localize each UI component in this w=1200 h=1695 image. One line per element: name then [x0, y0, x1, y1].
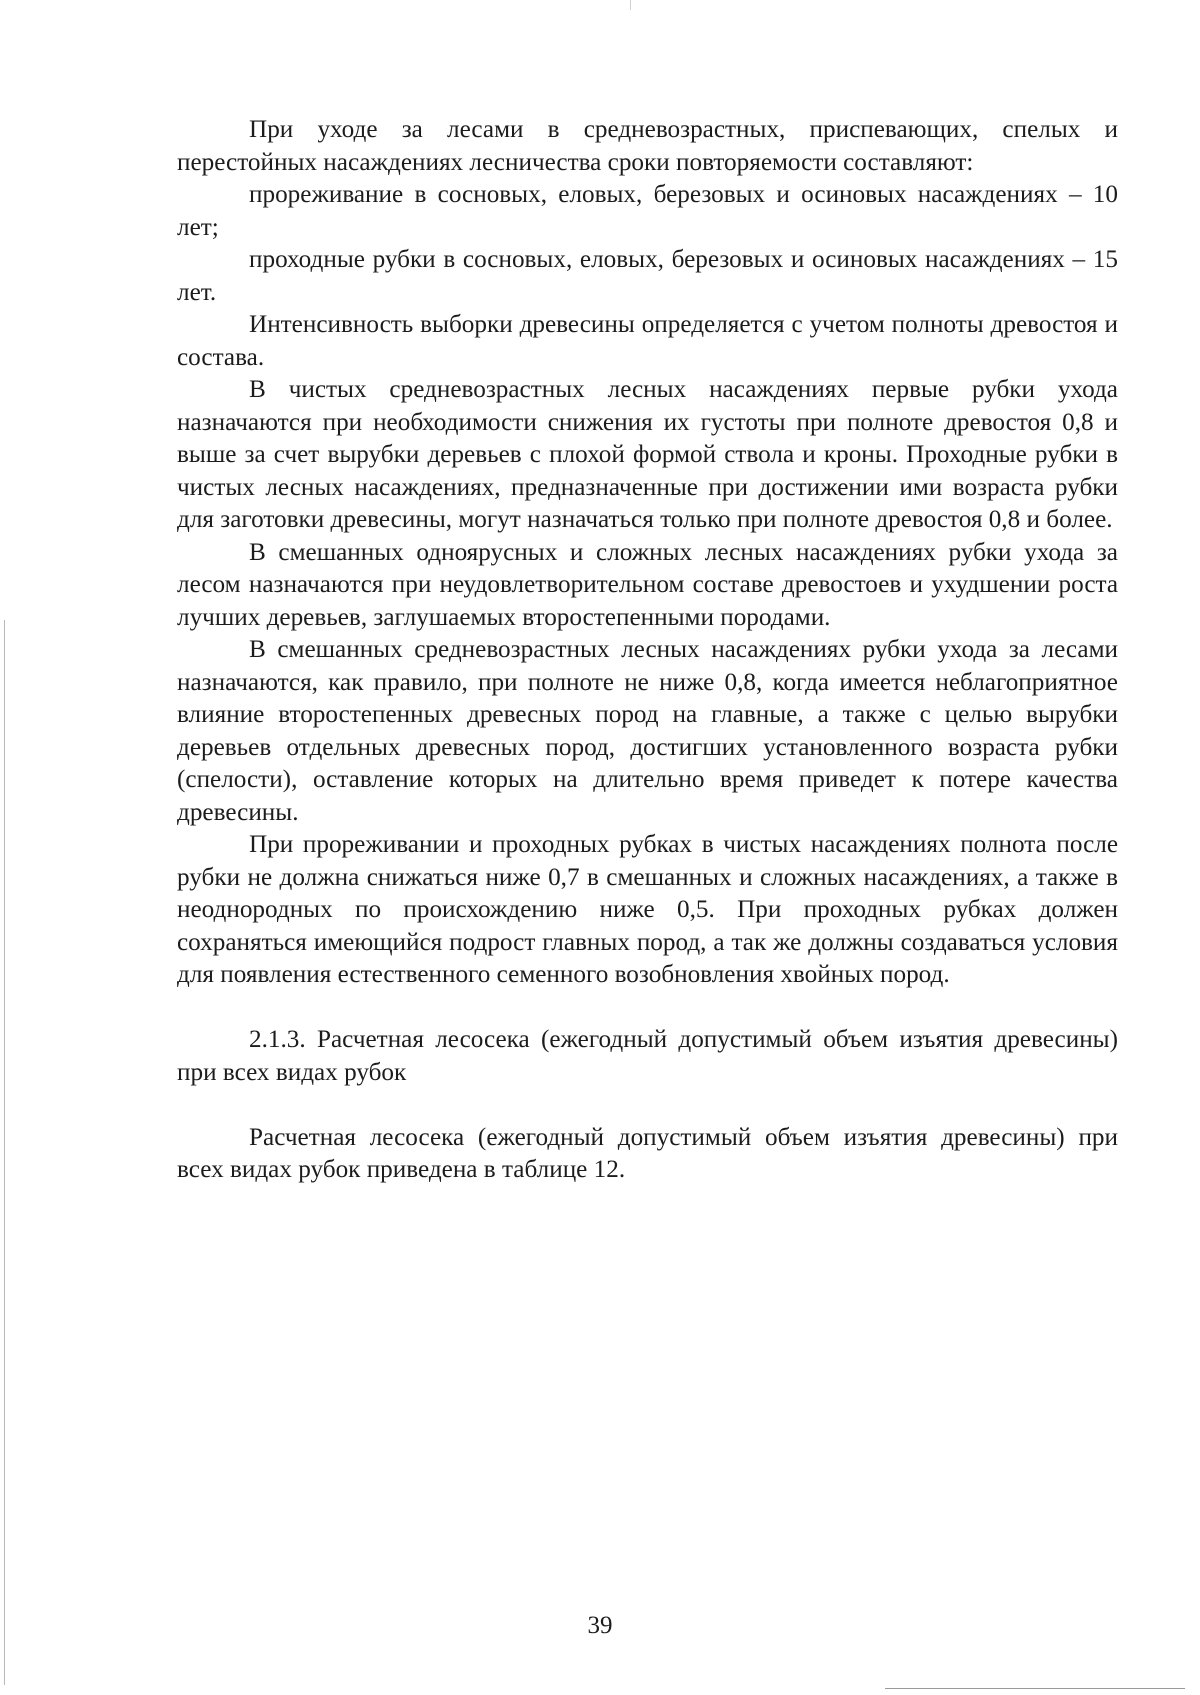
paragraph-4: Интенсивность выборки древесины определяется с учетом полноты древостоя и состава. — [177, 311, 1118, 371]
scan-artifact-left — [4, 620, 5, 1685]
paragraph-7: В смешанных средневозрастных лесных насаждениях рубки ухода за лесами назначаются, как правило, при полноте не ниже 0,8, когда имеется неблагоприятное влияние второстепенных древесных пород на главные, а также с целью вырубки деревьев отдельных древесных пород, достигших установленного возраста рубки (спелости), оставление которых на длительно время приведет к потере качества древесины. — [177, 636, 1118, 826]
paragraph-8: При прореживании и проходных рубках в чистых насаждениях полнота после рубки не должна снижаться ниже 0,7 в смешанных и сложных насаждениях, а также в неоднородных по происхождению ниже 0,5. При проходных рубках должен сохраняться имеющийся подрост главных пород, а так же должны создаваться условия для появления естественного семенного возобновления хвойных пород. — [177, 831, 1118, 988]
spacer — [177, 992, 1118, 1025]
paragraph-2: прореживание в сосновых, еловых, березовых и осиновых насаждениях – 10 лет; — [177, 181, 1118, 241]
paragraph-5: В чистых средневозрастных лесных насаждениях первые рубки ухода назначаются при необходимости снижения их густоты при полноте древостоя 0,8 и выше за счет вырубки деревьев с плохой формой ствола и кроны. Проходные рубки в чистых лесных насаждениях, предназначенные при достижении ими возраста рубки для заготовки древесины, могут назначаться только при полноте древостоя 0,8 и более. — [177, 376, 1118, 533]
closing-paragraph: Расчетная лесосека (ежегодный допустимый объем изъятия древесины) при всех видах рубок приведена в таблице 12. — [177, 1123, 1118, 1183]
paragraph-1: При уходе за лесами в средневозрастных, приспевающих, спелых и перестойных насаждениях лесничества сроки повторяемости составляют: — [177, 116, 1118, 176]
paragraph-3: проходные рубки в сосновых, еловых, березовых и осиновых насаждениях – 15 лет. — [177, 246, 1118, 306]
scan-artifact-bottom — [885, 1688, 1185, 1689]
page-number: 39 — [587, 1612, 613, 1639]
spacer — [177, 1089, 1118, 1122]
paragraph-6: В смешанных одноярусных и сложных лесных насаждениях рубки ухода за лесом назначаются при неудовлетворительном составе древостоев и ухудшении роста лучших деревьев, заглушаемых второстепенными породами. — [177, 538, 1118, 631]
body-text — [177, 114, 1118, 1187]
section-heading: 2.1.3. Расчетная лесосека (ежегодный допустимый объем изъятия древесины) при всех видах рубок — [177, 1026, 1118, 1086]
scan-artifact-top — [630, 0, 631, 10]
